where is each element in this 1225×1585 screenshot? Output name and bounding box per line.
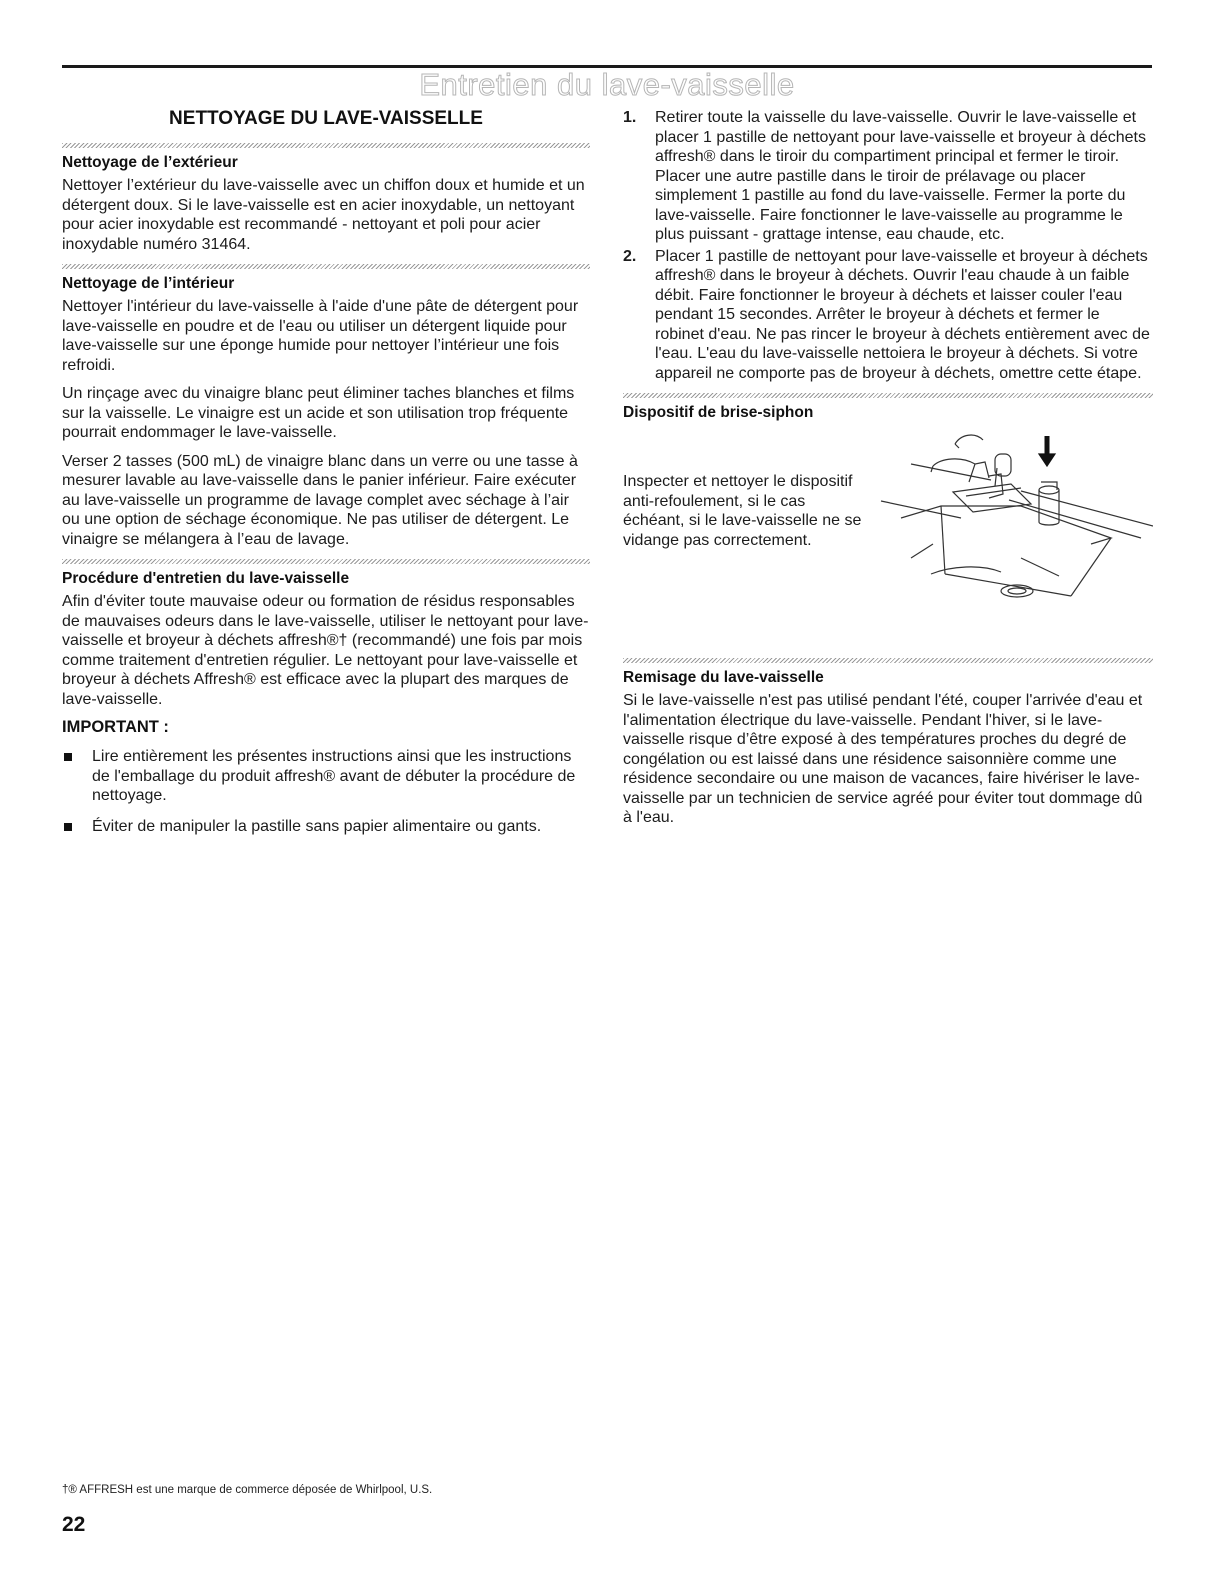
divider <box>62 559 590 564</box>
siphon-heading: Dispositif de brise-siphon <box>623 404 814 421</box>
page-number: 22 <box>62 1513 86 1536</box>
divider <box>62 143 590 148</box>
left-column <box>62 108 590 847</box>
divider <box>623 658 1153 663</box>
interior-paragraph-3: Verser 2 tasses (500 mL) de vinaigre blanc dans un verre ou une tasse à mesurer lavable au lave-vaisselle dans le panier inférieur. Faire exécuter au lave-vaisselle un programme de lavage complet avec séchage à l’air ou une option de séchage économique. Ne pas utiliser de détergent. Le vinaigre se mélangera à l’eau de lavage. <box>62 452 578 548</box>
divider <box>62 264 590 269</box>
maintenance-text: Afin d'éviter toute mauvaise odeur ou formation de résidus responsables de mauvaises odeurs dans le lave-vaisselle, utiliser le nettoyant pour lave-vaisselle et broyeur à déchets affresh®† (recommandé) une fois par mois comme traitement d'entretien régulier. Le nettoyant pour lave-vaisselle et broyeur à déchets Affresh® est efficace avec la plupart des marques de lave-vaisselle. <box>62 593 589 708</box>
exterior-heading: Nettoyage de l’extérieur <box>62 154 238 171</box>
bullet-text: Éviter de manipuler la pastille sans papier alimentaire ou gants. <box>92 817 542 835</box>
interior-heading: Nettoyage de l’intérieur <box>62 275 235 292</box>
maintenance-heading: Procédure d'entretien du lave-vaisselle <box>62 570 350 587</box>
siphon-block <box>623 426 1153 648</box>
bullet-square-icon <box>64 753 72 761</box>
interior-paragraph-2: Un rinçage avec du vinaigre blanc peut éliminer taches blanches et films sur la vaisselle. Le vinaigre est un acide et son utilisation trop fréquente pourrait endommager le lave-vaisselle. <box>62 385 575 441</box>
page-header: Entretien du lave-vaisselle <box>419 67 795 102</box>
storage-heading: Remisage du lave-vaisselle <box>623 669 824 686</box>
section-title: NETTOYAGE DU LAVE-VAISSELLE <box>169 108 483 129</box>
step-number: 1. <box>623 109 637 126</box>
important-heading: IMPORTANT : <box>62 718 169 736</box>
step-text: Placer 1 pastille de nettoyant pour lave-vaisselle et broyeur à déchets affresh® dans le broyeur à déchets. Ouvrir l'eau chaude à un faible débit. Faire fonctionner le broyeur à déchets et laisser couler l'eau pendant 15 secondes. Arrêter le broyeur à déchets et fermer le robinet d'eau. Ne pas rincer le broyeur à déchets entièrement avec de l'eau. L'eau du lave-vaisselle nettoiera le broyeur à déchets. Si votre appareil ne comporte pas de broyeur à déchets, omettre cette étape. <box>655 247 1150 382</box>
siphon-text: Inspecter et nettoyer le dispositif anti-refoulement, si le cas échéant, si le lave-vaisselle ne se vidange pas correctement. <box>623 473 862 549</box>
bullet-square-icon <box>64 823 72 831</box>
exterior-text: Nettoyer l’extérieur du lave-vaisselle avec un chiffon doux et humide et un détergent doux. Si le lave-vaisselle est en acier inoxydable, un nettoyant pour acier inoxydable est recommandé - nettoyant et poli pour acier inoxydable numéro 31464. <box>62 177 585 253</box>
bullet-text: Lire entièrement les présentes instructions ainsi que les instructions de l'emballage du produit affresh® avant de débuter la procédure de nettoyage. <box>92 748 576 804</box>
right-column <box>623 108 1153 837</box>
interior-paragraph-1: Nettoyer l'intérieur du lave-vaisselle à l'aide d'une pâte de détergent pour lave-vaisselle en poudre et de l'eau ou utiliser un détergent liquide pour lave-vaisselle sur une éponge humide pour nettoyer l’intérieur une fois refroidi. <box>62 298 579 374</box>
footnote: †® AFFRESH est une marque de commerce déposée de Whirlpool, U.S. <box>62 1484 433 1496</box>
step-item <box>623 247 1153 384</box>
storage-text: Si le lave-vaisselle n'est pas utilisé pendant l'été, couper l'arrivée d'eau et l'alimentation électrique du lave-vaisselle. Pendant l'hiver, si le lave-vaisselle risque d’être exposé à des températures proches du degré de congélation ou est laissé dans une résidence saisonnière comme une résidence secondaire ou une maison de vacances, faire hivériser le lave-vaisselle par un technicien de service agréé pour éviter tout dommage dû à l'eau. <box>623 692 1143 826</box>
step-item <box>623 108 1153 245</box>
step-text: Retirer toute la vaisselle du lave-vaisselle. Ouvrir le lave-vaisselle et placer 1 pastille de nettoyant pour lave-vaisselle et broyeur à déchets affresh® dans le tiroir du compartiment principal et fermer le tiroir. Placer une autre pastille dans le tiroir de prélavage ou placer simplement 1 pastille au fond du lave-vaisselle. Fermer la porte du lave-vaisselle. Faire fonctionner le lave-vaisselle au programme le plus puissant - grattage intense, eau chaude, etc. <box>655 109 1146 243</box>
step-number: 2. <box>623 247 637 265</box>
bullet-item <box>62 747 590 806</box>
sink-air-gap-illustration <box>871 426 1153 626</box>
bullet-item <box>62 817 590 837</box>
divider <box>623 393 1153 398</box>
